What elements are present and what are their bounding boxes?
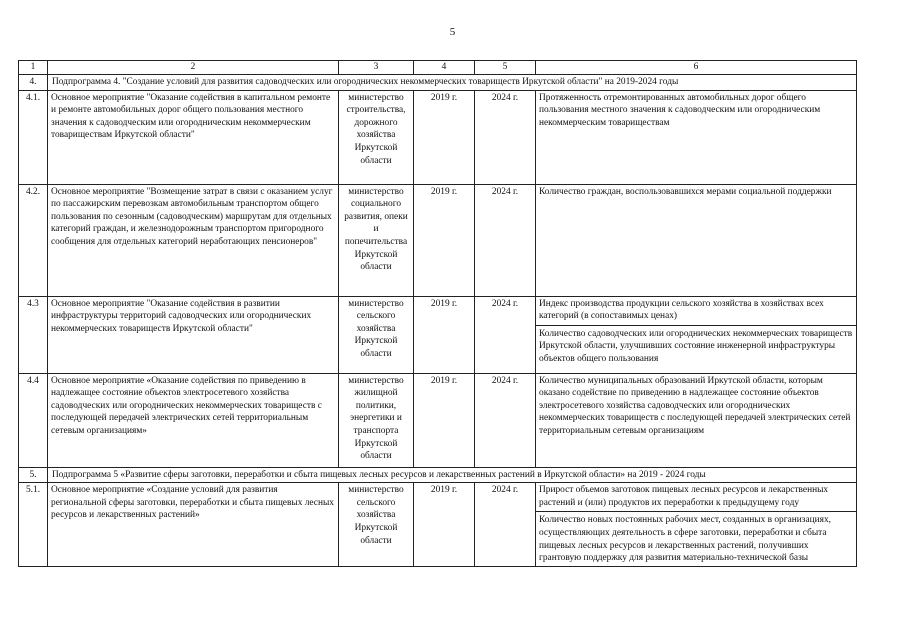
subprogram-title: Подпрограмма 4. "Создание условий для развития садоводческих или огороднических некоммерческих товариществ Иркутской области" на 2019-2024 годы <box>48 75 857 91</box>
header-cell: 1 <box>19 61 48 75</box>
indicator-cell <box>536 373 857 467</box>
indicator-text: Количество муниципальных образований Иркутской области, которым оказано содействие по приведению в надлежащее состояние объектов электросетевого хозяйства садоводческих или огороднических некоммерческих товариществ с последующей передачей электрических сетей территориальным сетевым организациям <box>539 375 851 436</box>
header-cell: 5 <box>475 61 536 75</box>
row-number: 5.1. <box>19 483 48 567</box>
table-row <box>19 296 857 373</box>
indicator-cell <box>536 483 857 567</box>
subprogram-row <box>19 75 857 91</box>
indicator-text: Количество садоводческих или огороднических некоммерческих товариществ Иркутской области, улучшивших состояние инженерной инфраструктуры объектов общего пользования <box>536 325 856 366</box>
row-number: 4.1. <box>19 90 48 184</box>
header-cell: 2 <box>48 61 339 75</box>
row-number: 4.4 <box>19 373 48 467</box>
executor-cell: министерство сельского хозяйства Иркутской области <box>339 296 414 373</box>
end-year-cell: 2024 г. <box>475 90 536 184</box>
activity-cell: Основное мероприятие "Возмещение затрат в связи с оказанием услуг по пассажирским перевозкам автомобильным транспортом общего пользования по сезонным (садоводческим) маршрутам для отдельных категорий граждан, и железнодорожным транспортом пригородного сообщения для отдельных категорий неработающих пенсионеров" <box>48 184 339 296</box>
indicator-text: Количество новых постоянных рабочих мест, созданных в организациях, осуществляющих деятельность в сфере заготовки, переработки и сбыта пищевых лесных ресурсов и лекарственных растений, получивших грантовую поддержку для развития материально-технической базы <box>536 511 856 564</box>
indicator-text: Количество граждан, воспользовавшихся мерами социальной поддержки <box>539 186 832 197</box>
start-year-cell: 2019 г. <box>414 296 475 373</box>
table-row <box>19 184 857 296</box>
activity-cell: Основное мероприятие "Оказание содействия в капитальном ремонте и ремонте автомобильных дорог общего пользования местного значения к садоводческим или огородническим некоммерческим товариществам Иркутской области" <box>48 90 339 184</box>
indicator-cell <box>536 184 857 296</box>
start-year-cell: 2019 г. <box>414 483 475 567</box>
executor-cell: министерство строительства, дорожного хозяйства Иркутской области <box>339 90 414 184</box>
executor-cell: министерство жилищной политики, энергетики и транспорта Иркутской области <box>339 373 414 467</box>
activity-cell: Основное мероприятие «Создание условий для развития региональной сферы заготовки, переработки и сбыта пищевых лесных ресурсов и лекарственных растений» <box>48 483 339 567</box>
end-year-cell: 2024 г. <box>475 373 536 467</box>
row-number: 4.2. <box>19 184 48 296</box>
page-number: 5 <box>449 26 456 38</box>
start-year-cell: 2019 г. <box>414 373 475 467</box>
activity-cell: Основное мероприятие «Оказание содействия по приведению в надлежащее состояние объектов электросетевого хозяйства садоводческих или огороднических некоммерческих товариществ с последующей передачей электрических сетей территориальным сетевым организациям» <box>48 373 339 467</box>
table-row <box>19 373 857 467</box>
row-number: 5. <box>19 467 48 483</box>
subprogram-row <box>19 467 857 483</box>
table-row <box>19 483 857 567</box>
row-number: 4.3 <box>19 296 48 373</box>
program-table <box>18 60 857 567</box>
indicator-cell <box>536 90 857 184</box>
indicator-text: Протяженность отремонтированных автомобильных дорог общего пользования местного значения к садоводческим или огородническим некоммерческим товариществам <box>539 92 821 128</box>
start-year-cell: 2019 г. <box>414 90 475 184</box>
table-row <box>19 90 857 184</box>
end-year-cell: 2024 г. <box>475 296 536 373</box>
indicator-text: Прирост объемов заготовок пищевых лесных ресурсов и лекарственных растений и (или) продуктов их переработки к предыдущему году <box>539 485 829 508</box>
header-cell: 3 <box>339 61 414 75</box>
start-year-cell: 2019 г. <box>414 184 475 296</box>
header-cell: 4 <box>414 61 475 75</box>
subprogram-title: Подпрограмма 5 «Развитие сферы заготовки, переработки и сбыта пищевых лесных ресурсов и лекарственных растений в Иркутской области» на 2019 - 2024 годы <box>48 467 857 483</box>
header-cell: 6 <box>536 61 857 75</box>
indicator-text: Индекс производства продукции сельского хозяйства в хозяйствах всех категорий (в сопоставимых ценах) <box>539 298 824 322</box>
executor-cell: министерство социального развития, опеки и попечительства Иркутской области <box>339 184 414 296</box>
row-number: 4. <box>19 75 48 91</box>
header-row <box>19 61 857 75</box>
activity-cell: Основное мероприятие "Оказание содействия в развитии инфраструктуры территорий садоводческих или огороднических некоммерческих товариществ Иркутской области" <box>48 296 339 373</box>
end-year-cell: 2024 г. <box>475 483 536 567</box>
indicator-cell <box>536 296 857 373</box>
executor-cell: министерство сельского хозяйства Иркутской области <box>339 483 414 567</box>
end-year-cell: 2024 г. <box>475 184 536 296</box>
